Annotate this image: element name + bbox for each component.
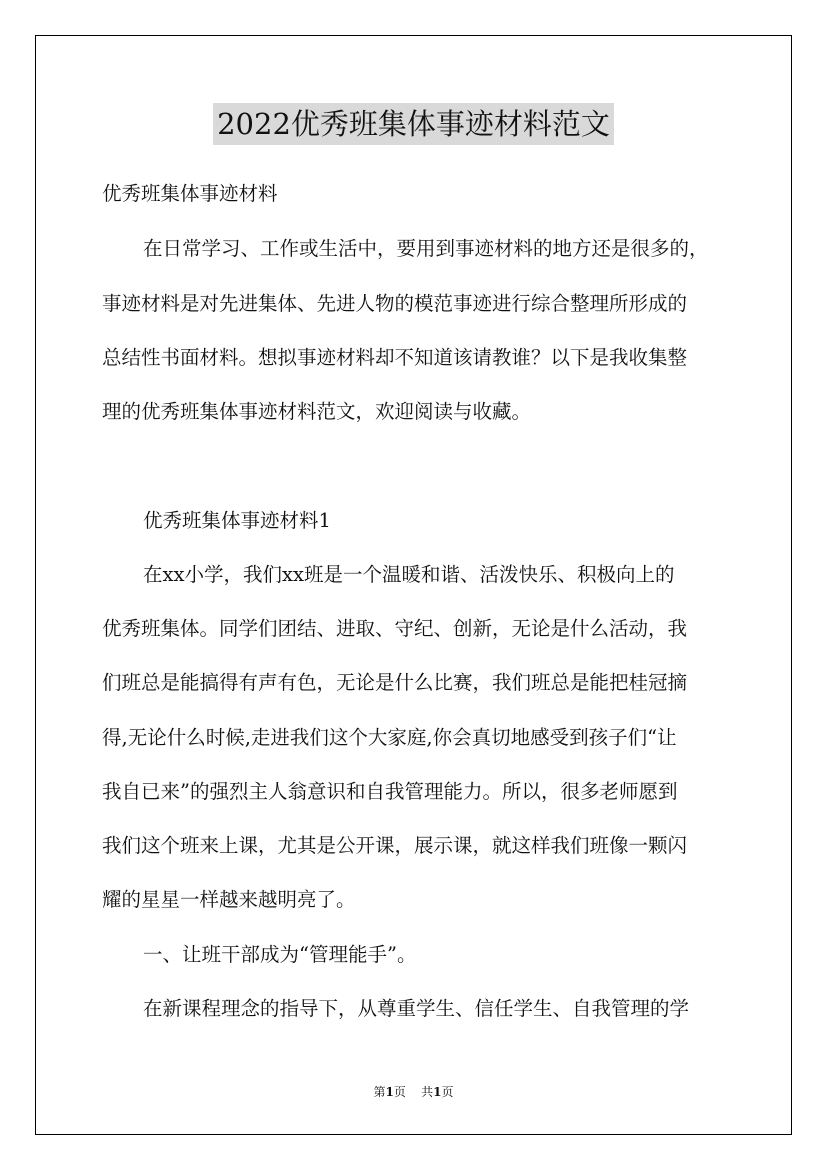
- intro-line-3: 总结性书面材料。想拟事迹材料却不知道该请教谁？以下是我收集整: [102, 346, 688, 369]
- body-line-6: 我们这个班来上课，尤其是公开课，展示课，就这样我们班像一颗闪: [102, 834, 688, 857]
- footer-total-number: 1: [433, 1085, 442, 1099]
- last-line: 在新课程理念的指导下，从尊重学生、信任学生、自我管理的学: [143, 997, 690, 1020]
- document-title: 2022优秀班集体事迹材料范文: [213, 103, 614, 145]
- page-footer: [0, 1083, 827, 1100]
- body-line-1: 在xx小学，我们xx班是一个温暖和谐、活泼快乐、积极向上的: [143, 563, 675, 586]
- intro-line-1: 在日常学习、工作或生活中，要用到事迹材料的地方还是很多的，: [143, 237, 709, 260]
- section-title: 优秀班集体事迹材料1: [143, 509, 331, 532]
- footer-total-prefix: 共: [421, 1085, 434, 1099]
- subheading: 一、让班干部成为“管理能手”。: [143, 943, 417, 966]
- intro-line-4: 理的优秀班集体事迹材料范文，欢迎阅读与收藏。: [102, 400, 532, 423]
- footer-page-number: 1: [385, 1085, 394, 1099]
- footer-page-suffix: 页: [393, 1085, 406, 1099]
- document-title-wrap: [0, 103, 827, 145]
- footer-total-suffix: 页: [441, 1085, 454, 1099]
- body-line-2: 优秀班集体。同学们团结、进取、守纪、创新，无论是什么活动，我: [102, 617, 688, 640]
- footer-page-prefix: 第: [373, 1085, 386, 1099]
- body-line-3: 们班总是能搞得有声有色，无论是什么比赛，我们班总是能把桂冠摘: [102, 671, 688, 694]
- heading-1: 优秀班集体事迹材料: [102, 182, 278, 205]
- intro-line-2: 事迹材料是对先进集体、先进人物的模范事迹进行综合整理所形成的: [102, 292, 688, 315]
- body-line-4: 得,无论什么时候,走进我们这个大家庭,你会真切地感受到孩子们“让: [102, 726, 677, 749]
- body-line-5: 我自已来”的强烈主人翁意识和自我管理能力。所以，很多老师愿到: [102, 780, 678, 803]
- body-line-7: 耀的星星一样越来越明亮了。: [102, 888, 356, 911]
